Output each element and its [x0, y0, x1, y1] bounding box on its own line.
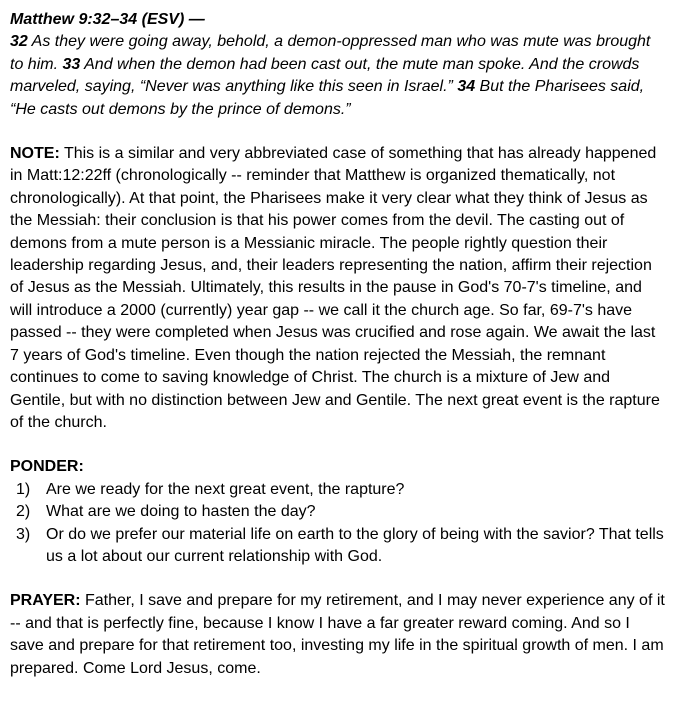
- verse-text: And when the demon had been cast out, the mute man spoke. And the crowds marveled, saying, “Never was anything like this seen in Israel.”: [10, 55, 640, 96]
- spacer: [10, 568, 667, 590]
- list-item: [10, 501, 667, 523]
- ponder-label: PONDER:: [10, 458, 84, 476]
- verse-number: 34: [457, 78, 476, 96]
- list-item-text: What are we doing to hasten the day?: [46, 503, 316, 521]
- ponder-list: [10, 479, 667, 569]
- verse-text: As they were going away, behold, a demon-oppressed man who was mute was brought to him.: [10, 33, 651, 73]
- verse-text: But the Pharisees said, “He casts out demons by the prince of demons.”: [10, 78, 645, 118]
- list-marker: 2): [16, 503, 31, 521]
- passage-text: [10, 31, 667, 121]
- spacer: [10, 121, 667, 143]
- list-item-text: Or do we prefer our material life on earth to the glory of being with the savior? That tells us a lot about our current relationship with God.: [46, 525, 664, 565]
- verse-number: 32: [10, 33, 28, 51]
- list-marker: 3): [16, 525, 31, 543]
- list-item-text: Are we ready for the next great event, the rapture?: [46, 480, 405, 498]
- prayer-paragraph: [10, 590, 667, 680]
- prayer-text: Father, I save and prepare for my retirement, and I may never experience any of it -- and that is perfectly fine, because I know I have a far greater reward coming. And so I save and prepare for that retirement too, investing my life in the spiritual growth of men. I am prepared. Come Lord Jesus, come.: [10, 592, 665, 677]
- passage-reference: Matthew 9:32–34 (ESV) —: [10, 11, 205, 28]
- verse-number: 33: [62, 55, 81, 73]
- list-item: [10, 479, 667, 501]
- prayer-label: PRAYER:: [10, 592, 81, 610]
- note-paragraph: [10, 143, 667, 434]
- note-label: NOTE:: [10, 145, 60, 163]
- spacer: [10, 434, 667, 456]
- list-marker: 1): [16, 480, 31, 498]
- list-item: [10, 524, 667, 569]
- note-text: This is a similar and very abbreviated case of something that has already happened in Matt:12:22ff (chronologically -- reminder that Matthew is organized thematically, not chronologically). At that point, the Pharisees make it very clear what they think of Jesus as the Messiah: their conclusion is that his power comes from the devil. The casting out of demons from a mute person is a Messianic miracle. The people rightly question their leadership regarding Jesus, and, their leaders representing the nation, affirm their rejection of Jesus as the Messiah. Ultimately, this results in the pause in God's 70-7's timeline, and will introduce a 2000 (currently) year gap -- we call it the church age. So far, 69-7's have passed -- they were completed when Jesus was crucified and rose again. We await the last 7 years of God's timeline. Even though the nation rejected the Messiah, the remnant continues to come to saving knowledge of Christ. The church is a mixture of Jew and Gentile, but with no distinction between Jew and Gentile. The next great event is the rapture of the church.: [10, 145, 660, 431]
